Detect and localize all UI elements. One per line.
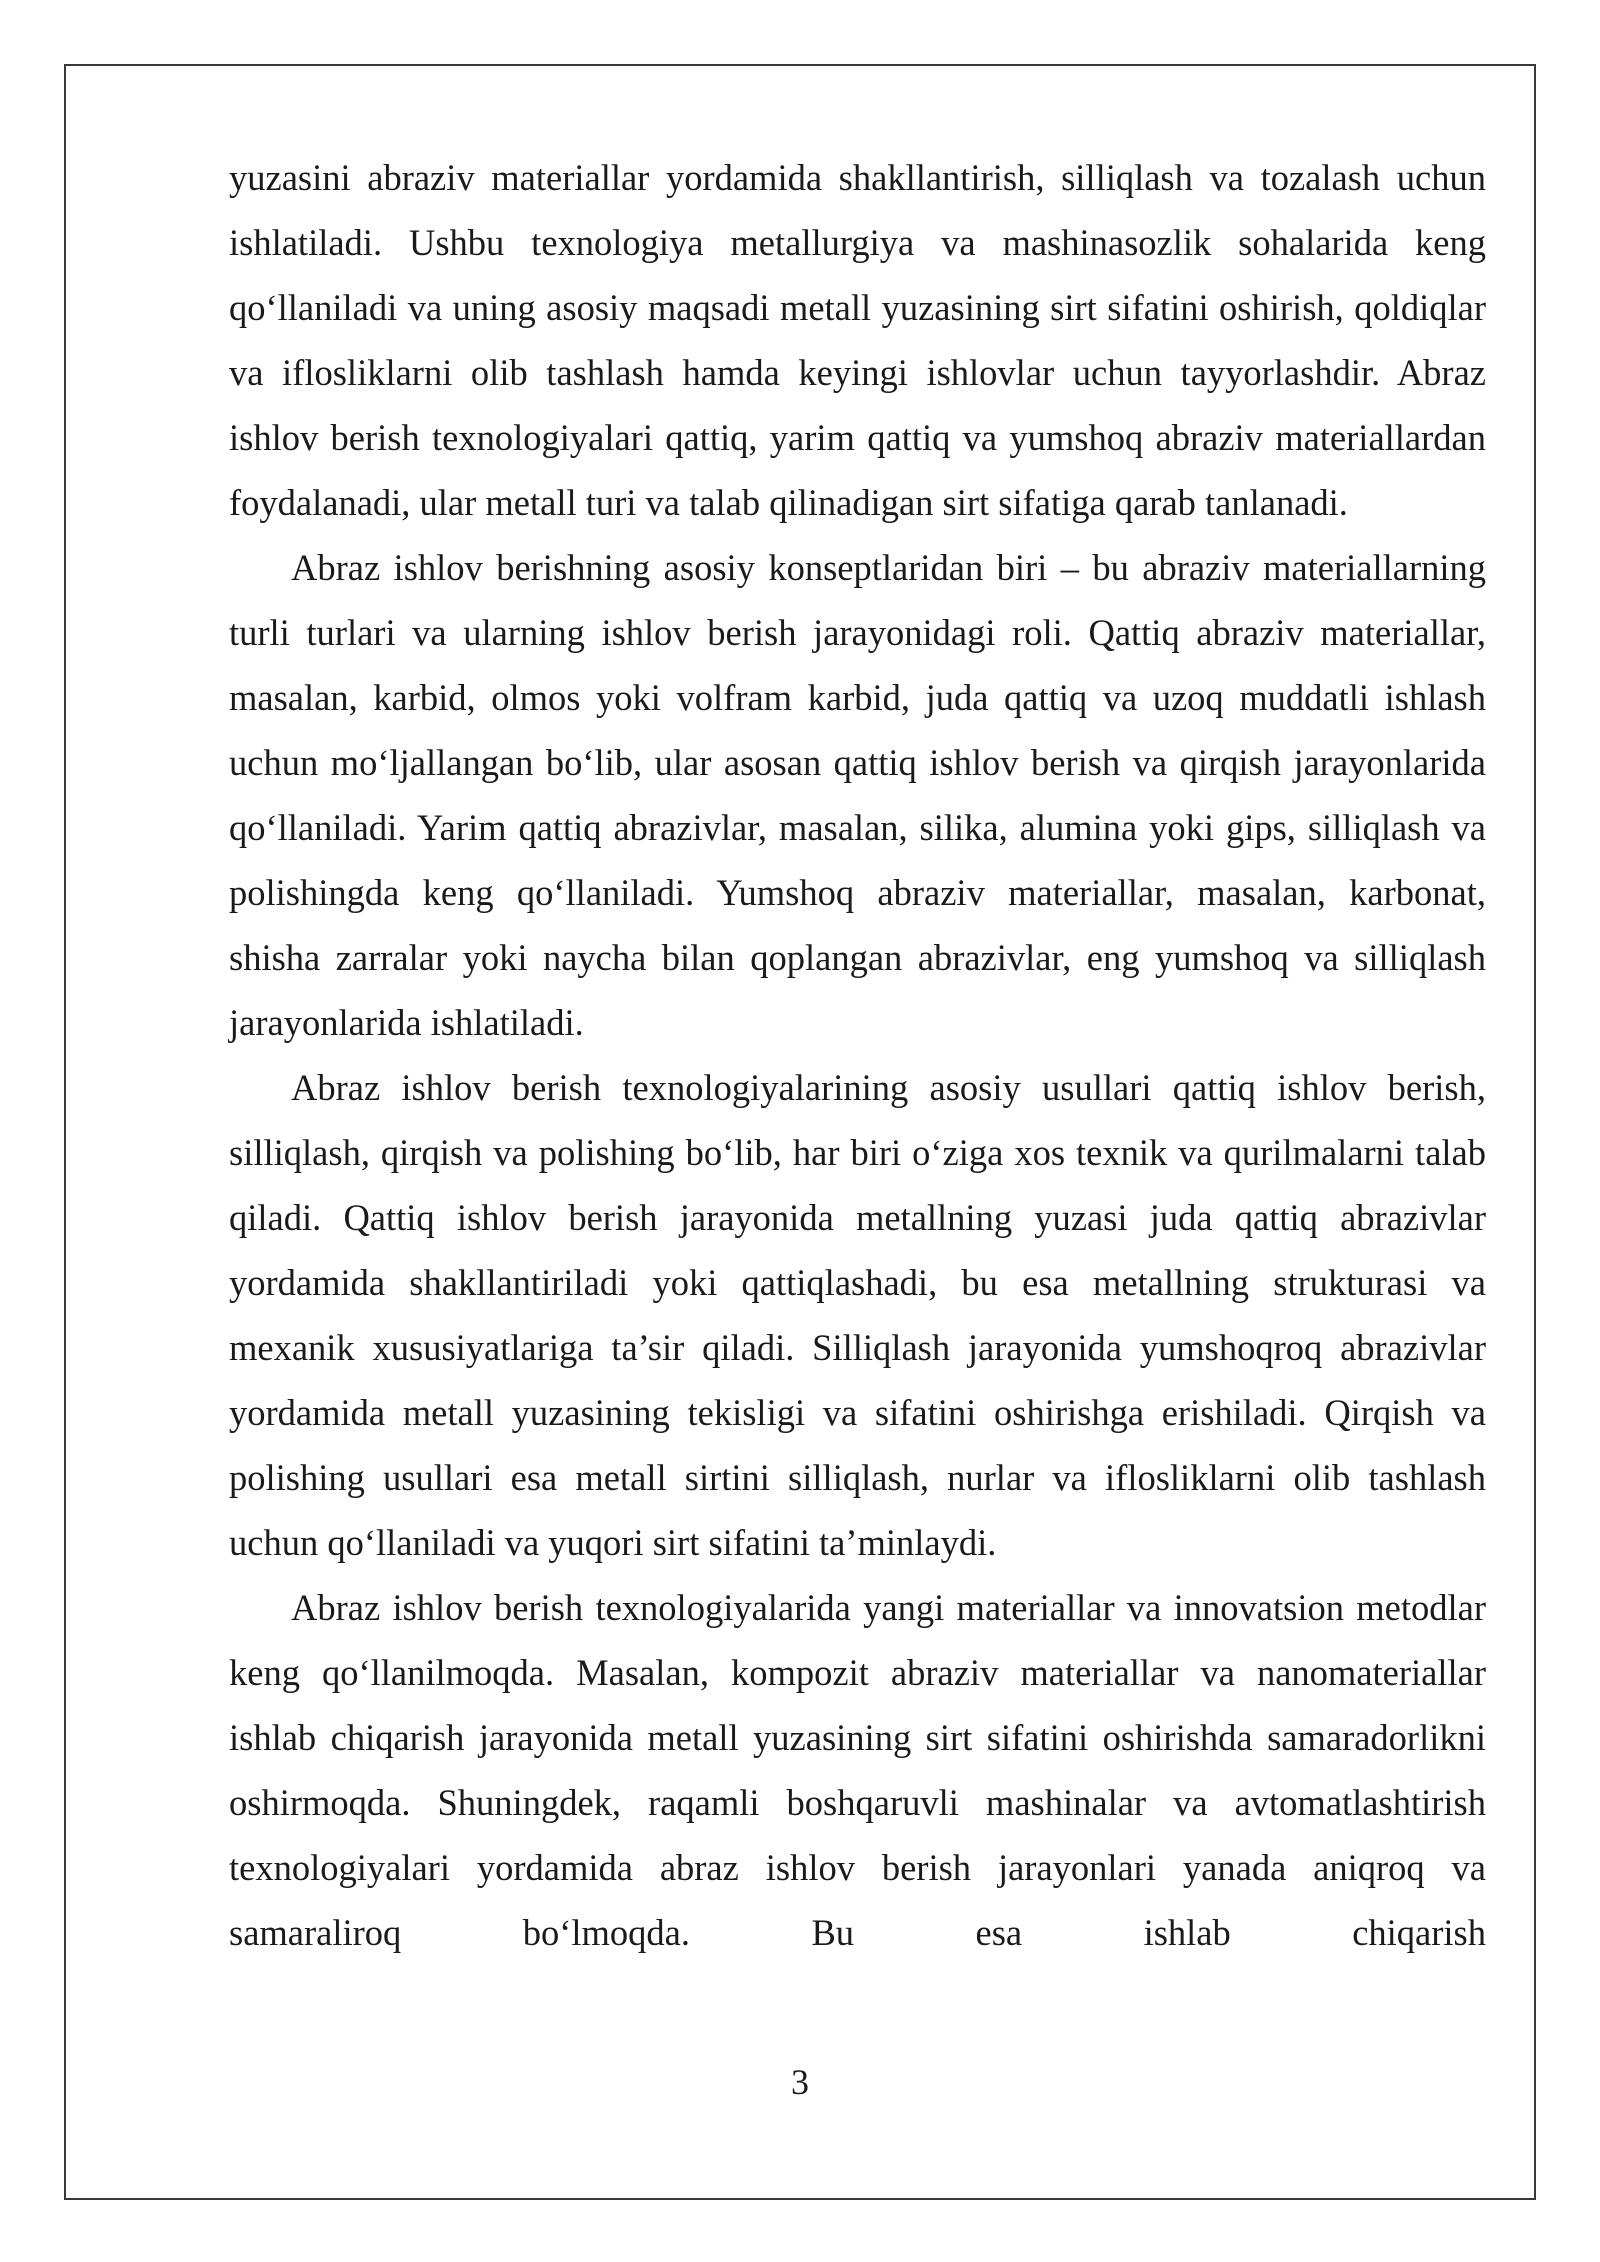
paragraph-continued: yuzasini abraziv materiallar yordamida shakllantirish, silliqlash va tozalash uchun ishlatiladi. Ushbu texnologiya metallurgiya va mashinasozlik sohalarida keng qo‘llaniladi va uning asosiy maqsadi metall yuzasining sirt sifatini oshirish, qoldiqlar va iflosliklarni olib tashlash hamda keyingi ishlovlar uchun tayyorlashdir. Abraz ishlov berish texnologiyalari qattiq, yarim qattiq va yumshoq abraziv materiallardan foydalanadi, ular metall turi va talab qilinadigan sirt sifatiga qarab tanlanadi.	[229, 157, 1486, 523]
paragraph: Abraz ishlov berish texnologiyalarining asosiy usullari qattiq ishlov berish, silliqlash, qirqish va polishing bo‘lib, har biri o‘ziga xos texnik va qurilmalarni talab qiladi. Qattiq ishlov berish jarayonida metallning yuzasi juda qattiq abrazivlar yordamida shakllantiriladi yoki qattiqlashadi, bu esa metallning strukturasi va mexanik xususiyatlariga ta’sir qiladi. Silliqlash jarayonida yumshoqroq abrazivlar yordamida metall yuzasining tekisligi va sifatini oshirishga erishiladi. Qirqish va polishing usullari esa metall sirtini silliqlash, nurlar va iflosliklarni olib tashlash uchun qo‘llaniladi va yuqori sirt sifatini ta’minlaydi.	[229, 1067, 1486, 1563]
page-number: 3	[791, 2062, 809, 2102]
document-body	[229, 145, 1486, 1965]
paragraph: Abraz ishlov berishning asosiy konseptlaridan biri – bu abraziv materiallarning turli turlari va ularning ishlov berish jarayonidagi roli. Qattiq abraziv materiallar, masalan, karbid, olmos yoki volfram karbid, juda qattiq va uzoq muddatli ishlash uchun mo‘ljallangan bo‘lib, ular asosan qattiq ishlov berish va qirqish jarayonlarida qo‘llaniladi. Yarim qattiq abrazivlar, masalan, silika, alumina yoki gips, silliqlash va polishingda keng qo‘llaniladi. Yumshoq abraziv materiallar, masalan, karbonat, shisha zarralar yoki naycha bilan qoplangan abrazivlar, eng yumshoq va silliqlash jarayonlarida ishlatiladi.	[229, 547, 1486, 1043]
paragraph: Abraz ishlov berish texnologiyalarida yangi materiallar va innovatsion metodlar keng qo‘llanilmoqda. Masalan, kompozit abraziv materiallar va nanomateriallar ishlab chiqarish jarayonida metall yuzasining sirt sifatini oshirishda samaradorlikni oshirmoqda. Shuningdek, raqamli boshqaruvli mashinalar va avtomatlashtirish texnologiyalari yordamida abraz ishlov berish jarayonlari yanada aniqroq va samaraliroq bo‘lmoqda. Bu esa ishlab chiqarish	[229, 1587, 1486, 1953]
